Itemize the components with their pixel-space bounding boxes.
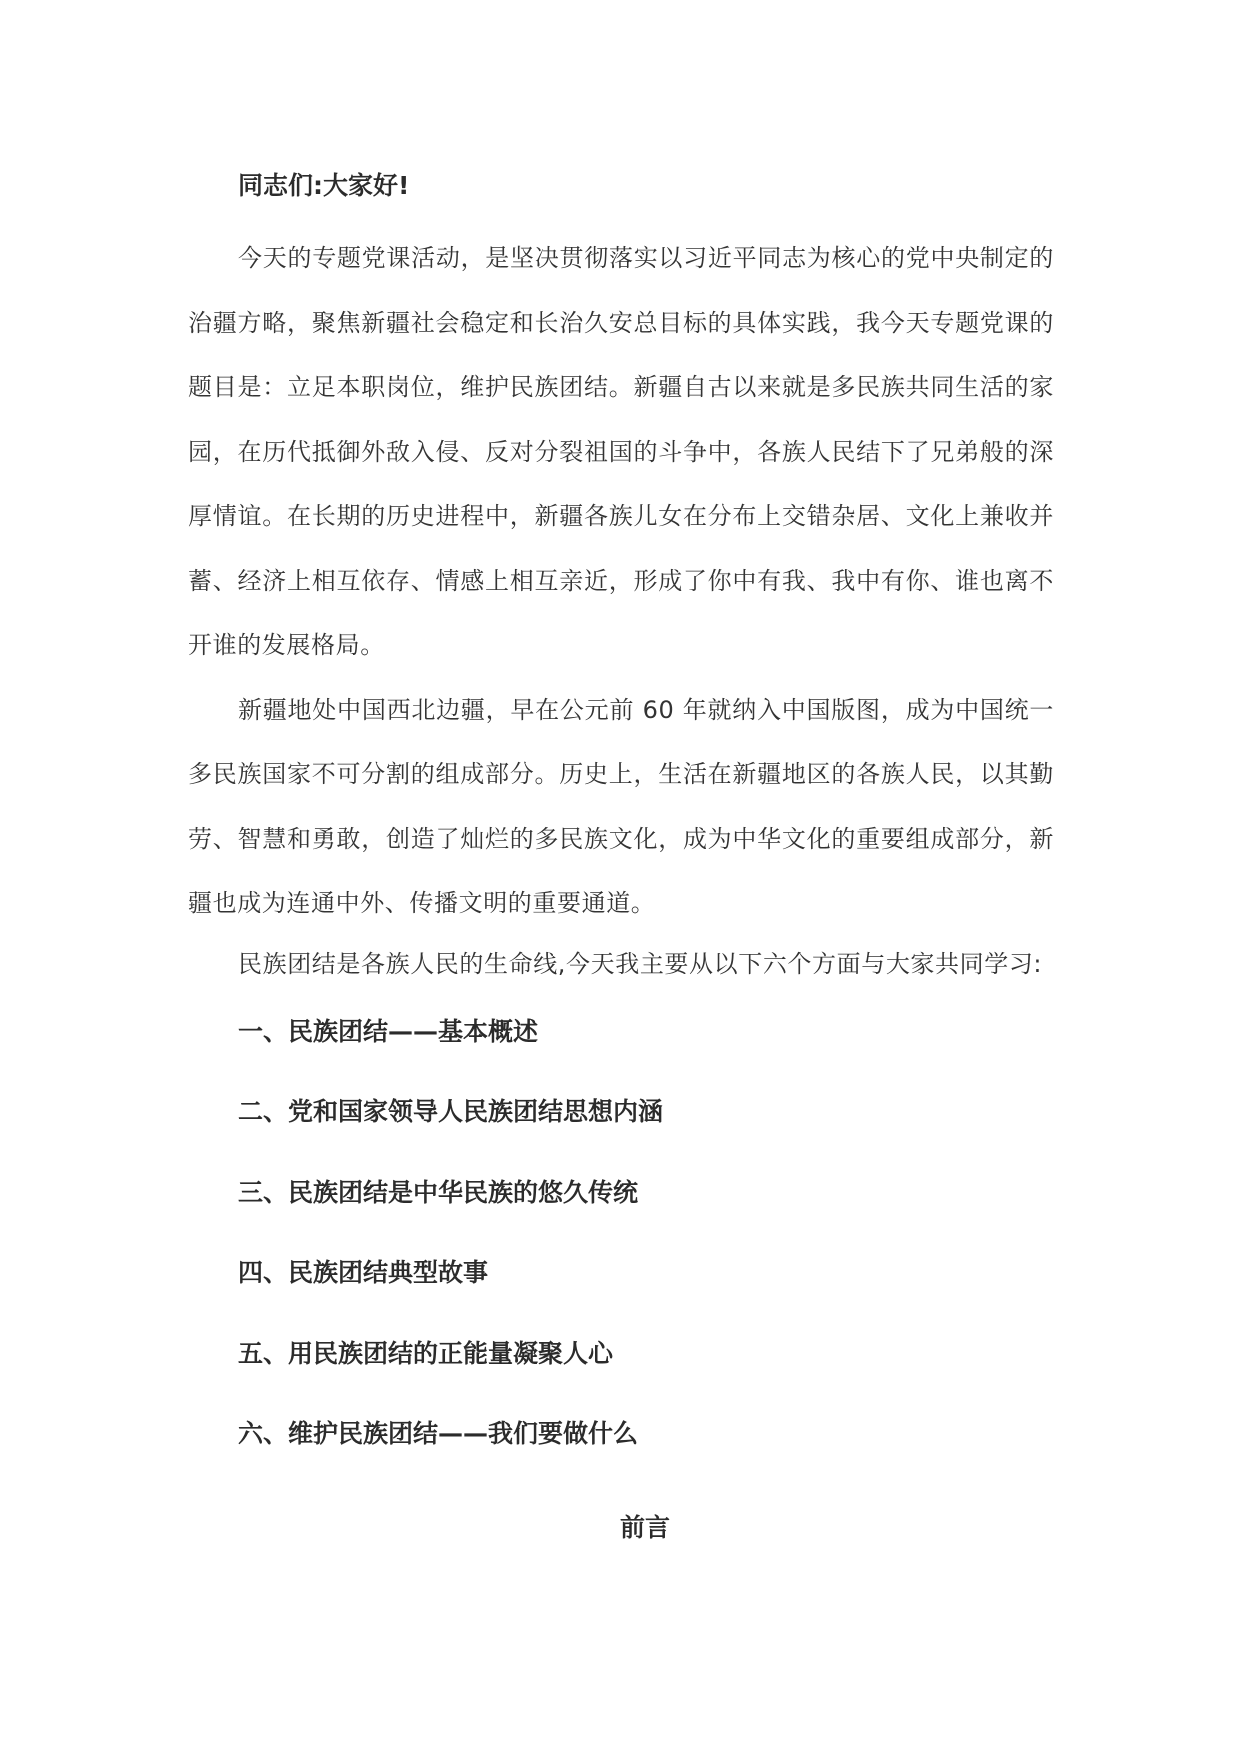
outline-item: 二、党和国家领导人民族团结思想内涵 xyxy=(238,1097,664,1126)
outline-item: 六、维护民族团结——我们要做什么 xyxy=(238,1419,639,1448)
outline-list xyxy=(188,1014,1054,1453)
paragraph-intro: 今天的专题党课活动，是坚决贯彻落实以习近平同志为核心的党中央制定的治疆方略，聚焦新疆社会稳定和长治久安总目标的具体实践，我今天专题党课的题目是：立足本职岗位，维护民族团结。新疆自古以来就是多民族共同生活的家园，在历代抵御外敌入侵、反对分裂祖国的斗争中，各族人民结下了兄弟般的深厚情谊。在长期的历史进程中，新疆各族儿女在分布上交错杂居、文化上兼收并蓄、经济上相互依存、情感上相互亲近，形成了你中有我、我中有你、谁也离不开谁的发展格局。 xyxy=(188,244,1054,659)
outline-item: 三、民族团结是中华民族的悠久传统 xyxy=(238,1177,639,1207)
greeting: 同志们:大家好! xyxy=(238,171,410,200)
outline-item: 四、民族团结典型故事 xyxy=(238,1258,489,1287)
section-heading: 前言 xyxy=(619,1513,670,1542)
outline-item: 一、民族团结——基本概述 xyxy=(238,1016,539,1046)
outline-item: 五、用民族团结的正能量凝聚人心 xyxy=(238,1338,614,1368)
paragraph-overview: 民族团结是各族人民的生命线,今天我主要从以下六个方面与大家共同学习: xyxy=(238,949,1043,978)
document-body xyxy=(188,168,1054,1497)
paragraph-history: 新疆地处中国西北边疆，早在公元前 60 年就纳入中国版图，成为中国统一多民族国家不可分割的组成部分。历史上，生活在新疆地区的各族人民，以其勤劳、智慧和勇敢，创造了灿烂的多民族文化，成为中华文化的重要组成部分，新疆也成为连通中外、传播文明的重要通道。 xyxy=(188,695,1054,917)
